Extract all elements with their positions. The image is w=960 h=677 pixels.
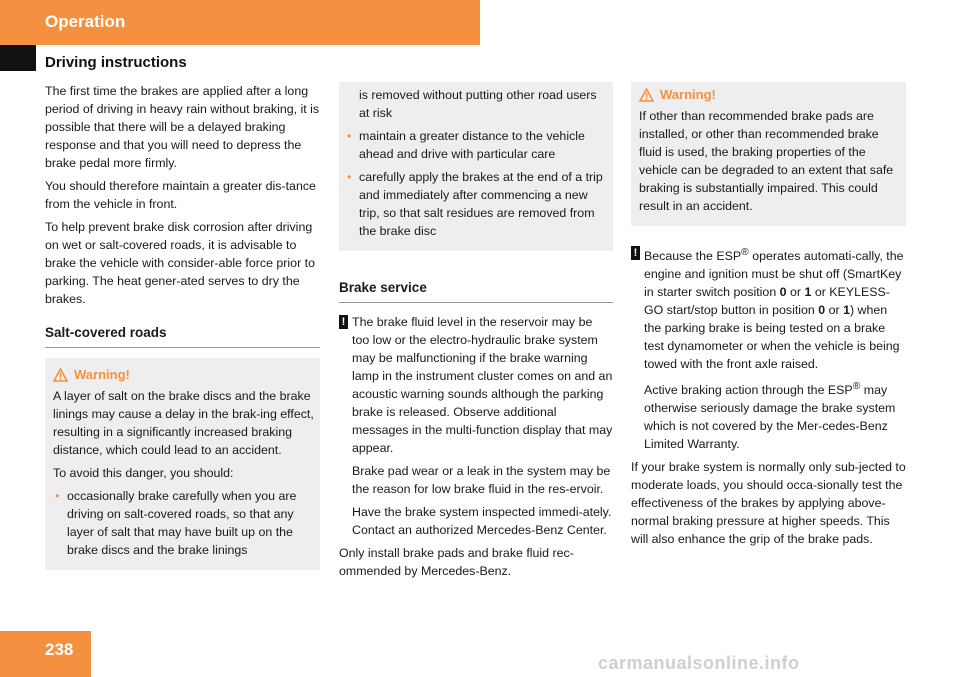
column-1 [45,82,320,570]
warning-text: is removed without putting other road users at risk [359,88,597,120]
list-item-text: maintain a greater distance to the vehicle ahead and drive with particular care [359,129,585,161]
header-section-tab [0,0,480,45]
bullet-icon: • [347,170,352,184]
paragraph: Only install brake pads and brake fluid rec-ommended by Mercedes-Benz. [339,546,574,578]
note-text: Brake pad wear or a leak in the system may be the reason for low brake fluid in the res-ervoir. [352,464,611,496]
warning-triangle-icon [639,88,654,102]
note-text-j: ) when the parking brake is being tested on a brake test dynamometer or when the vehicle is being towed with the front axle raised. [644,303,900,372]
active-text-b: may otherwise seriously damage the brake system which is not covered by the Mer-cedes-Benz Limited Warranty. [644,383,896,452]
registered-mark: ® [741,247,749,258]
warning-triangle-icon [53,368,68,382]
page-number: 238 [45,640,74,659]
note-text-a: Because the ESP [644,249,742,264]
warning-box-continued [339,82,613,251]
paragraph: To help prevent brake disk corrosion after driving on wet or salt-covered roads, it is advisable to brake the vehicle with consider-able force prior to parking. The heat gener-ated serves to dry the brakes. [45,220,315,306]
list-item [345,127,607,163]
list-item-text: occasionally brake carefully when you are driving on salt-covered roads, so that any layer of salt that may have built up on the brake discs and the brake linings [67,489,297,557]
warning-text: A layer of salt on the brake discs and the brake linings may cause a delay in the brak-ing effect, resulting in a significantly increased braking distance, which could lead to an accident. [53,389,314,457]
list-item [53,487,314,559]
watermark: carmanualsonline.info [598,653,800,673]
warning-title [639,86,900,104]
note-block [339,313,613,457]
position-value: 1 [804,285,812,300]
position-value: 0 [779,285,787,300]
section-heading-brake-service: Brake service [339,279,613,303]
paragraph: If your brake system is normally only sub-jected to moderate loads, you should occa-sionally test the effectiveness of the brakes by applying above-normal braking pressure at higher speeds. This will also enhance the grip of the brake pads. [631,460,906,547]
column-3 [631,82,906,553]
warning-title [53,366,314,384]
section-heading-salt: Salt-covered roads [45,324,320,348]
list-item-text: carefully apply the brakes at the end of a trip and immediately after commencing a new trip, so that salt residues are removed from the brake disc [359,170,603,238]
note-text-d: or [786,285,805,300]
warning-box [631,82,906,226]
page-subtitle: Driving instructions [45,54,187,71]
registered-mark: ® [852,381,861,393]
header-section-title: Operation [45,12,126,31]
warning-box [45,358,320,570]
note-text [631,378,906,453]
note-text: Have the brake system inspected immedi-ately. Contact an authorized Mercedes-Benz Center. [352,505,612,537]
position-value: 1 [843,303,850,318]
column-2 [339,82,613,585]
note-text-f: or KEYLESS-GO start/stop button in position [644,285,890,318]
bullet-icon: • [347,129,352,143]
header-marker [0,45,36,71]
exclamation-icon: ! [339,315,348,329]
exclamation-icon: ! [631,246,640,260]
warning-title-text: Warning! [74,367,130,382]
note-text-b: operates automati-cally, the engine and ignition must be shut off (SmartKey in starter switch position [644,249,904,300]
paragraph: The first time the brakes are applied after a long period of driving in heavy rain without braking, it is possible that there will be a delayed braking response and that you will need to depress the brake pedal more firmly. [45,84,320,170]
warning-text: If other than recommended brake pads are installed, or other than recommended brake fluid is used, the braking properties of the vehicle can be degraded to an extent that safe braking is substantially impaired. This could result in an accident. [639,109,894,213]
warning-title-text: Warning! [660,87,716,102]
active-text-a: Active braking action through the ESP [644,383,853,398]
bullet-icon: • [55,489,60,503]
note-text: The brake fluid level in the reservoir may be too low or the electro-hydraulic brake system may be malfunctioning if the brake warning lamp in the instrument cluster comes on and an acoustic warning sounds although the parking brake is released. Observe additional messages in the multi-function display that may appear. [352,315,613,455]
note-block [631,244,906,373]
list-item [345,168,607,240]
note-text-h: or [825,303,844,318]
paragraph: You should therefore maintain a greater dis-tance from the vehicle in front. [45,179,316,211]
warning-text: To avoid this danger, you should: [53,466,234,480]
position-value: 0 [818,303,826,318]
page-number-tab [0,631,91,677]
